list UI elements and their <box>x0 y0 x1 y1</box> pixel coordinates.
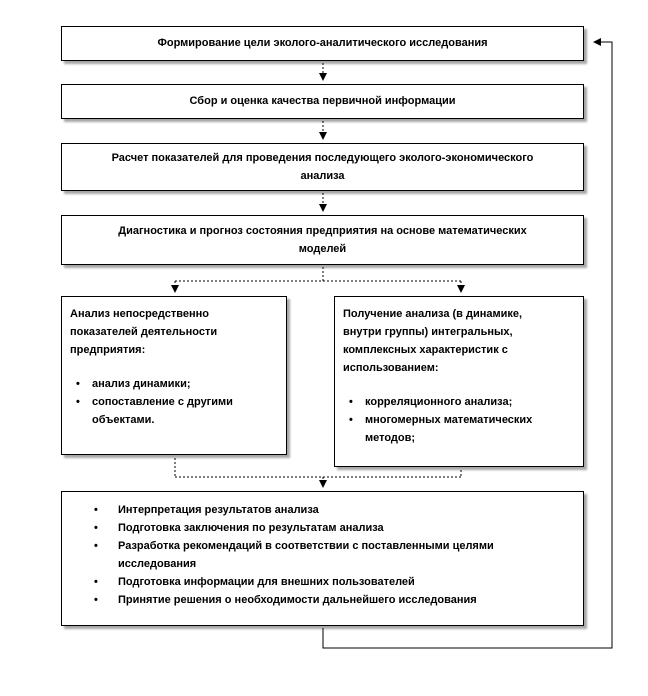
step-diag <box>61 215 584 265</box>
final-actions-list <box>90 501 573 609</box>
step-diag-text-line1: Диагностика и прогноз состояния предприятия на основе математических <box>118 225 527 237</box>
left-box-list <box>70 375 280 429</box>
step-diag-text-line2: моделей <box>298 243 347 255</box>
list-item: • корреляционного анализа; <box>343 393 577 411</box>
right-box-heading: Получение анализа (в динамике, внутри группы) интегральных, комплексных характеристик с использованием: <box>343 308 523 374</box>
step-calc-text-line1: Расчет показателей для проведения последующего эколого-экономического <box>111 152 534 164</box>
step-calc <box>61 143 584 191</box>
list-item: • анализ динамики; <box>70 375 280 393</box>
list-item: • Подготовка информации для внешних пользователей <box>90 573 573 591</box>
final-actions-box <box>61 491 584 626</box>
step-calc-text-line2: анализа <box>300 170 345 182</box>
right-box-list <box>343 393 577 447</box>
list-item: • сопоставление с другими объектами. <box>70 393 280 429</box>
step-collect <box>61 84 584 119</box>
step-goal <box>61 26 584 61</box>
list-item: • Интерпретация результатов анализа <box>90 501 573 519</box>
step-collect-text: Сбор и оценка качества первичной информации <box>189 95 456 107</box>
left-box-heading: Анализ непосредственно показателей деятельности предприятия: <box>70 308 218 356</box>
step-goal-text: Формирование цели эколого-аналитического исследования <box>157 37 488 49</box>
list-item: • Подготовка заключения по результатам анализа <box>90 519 573 537</box>
list-item: • Принятие решения о необходимости дальнейшего исследования <box>90 591 573 609</box>
left-analysis-box <box>61 296 287 455</box>
list-item: • Разработка рекомендаций в соответствии с поставленными целями исследования <box>90 537 573 573</box>
list-item: • многомерных математических методов; <box>343 411 577 447</box>
right-analysis-box <box>334 296 584 467</box>
